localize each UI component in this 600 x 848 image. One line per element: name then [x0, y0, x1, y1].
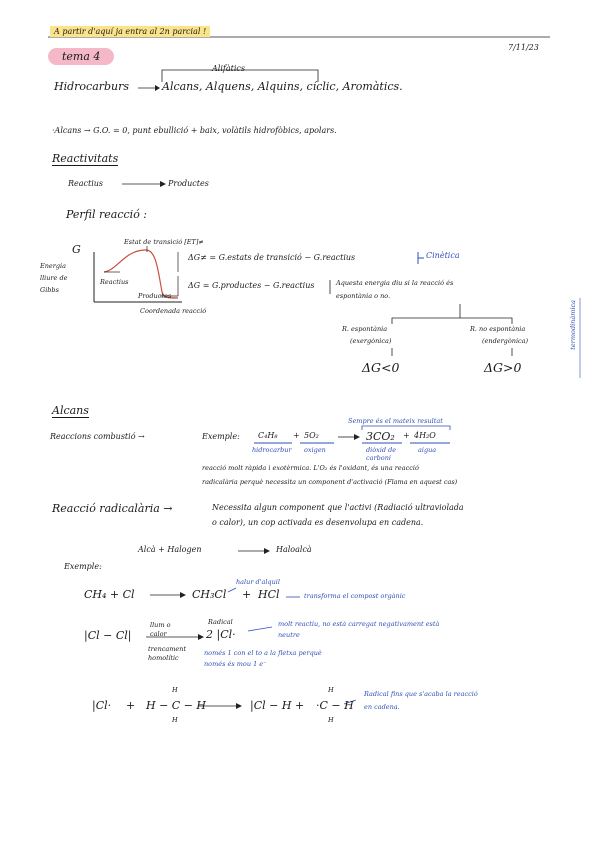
activation-equation: ΔG≠ = G.estats de transició − G.reactius — [188, 253, 356, 262]
reaction-profile-label: Perfil reacció : — [66, 208, 148, 221]
alkyl-halide-note: halur d'alquil — [236, 578, 280, 586]
example2-label: Exemple: — [64, 562, 102, 571]
c4h8-formula: C₄H₈ — [258, 431, 278, 440]
hcl-formula: HCl — [258, 588, 280, 601]
delta-g-equation: ΔG = G.productes − G.reactius — [188, 281, 315, 290]
energy-label-2: lliure de — [40, 274, 68, 282]
plus-sign-1: + — [293, 431, 300, 440]
exergonic-label: (exergònica) — [350, 337, 392, 345]
example-label: Exemple: — [202, 432, 240, 441]
thermo-label: termodinàmica — [569, 300, 577, 350]
cl-radical: |Cl· — [92, 699, 112, 712]
co2-note-2: carboni — [366, 454, 391, 462]
energy-label-3: Gibbs — [40, 286, 59, 294]
final-note-1: Radical fins que s'acaba la reacció — [364, 690, 478, 698]
plus-sign-3: + — [242, 588, 252, 601]
g-axis-label: G — [72, 243, 81, 256]
alkanes-heading: Alcans — [52, 404, 89, 417]
radical-word: Radical — [208, 618, 233, 626]
radical-desc-1: Necessita algun component que l'activi (Radiació ultraviolada — [212, 503, 464, 512]
final-note-2: en cadena. — [364, 703, 400, 711]
radical-c-h-top: H — [328, 686, 334, 694]
delta-g-positive: ΔG>0 — [484, 360, 522, 375]
methane-h-top: H — [172, 686, 178, 694]
arrow-note-2: només és mou 1 e⁻ — [204, 660, 267, 668]
banner-note: A partir d'aquí ja entra al 2n parcial ! — [50, 26, 210, 37]
two-cl-radicals: 2 |Cl· — [206, 628, 236, 641]
delta-g-negative: ΔG<0 — [362, 360, 400, 375]
combustion-label: Reaccions combustió → — [50, 432, 145, 441]
always-same-note: Sempre és el mateix resultat — [348, 417, 443, 425]
plus-sign-4: + — [126, 699, 136, 712]
hydrocarbons-label: Hidrocarburs — [54, 80, 130, 93]
reactants-label: Reactius — [68, 179, 104, 188]
ch3cl-formula: CH₃Cl — [192, 588, 227, 601]
co2-formula: 3CO₂ — [366, 430, 395, 443]
homolytic-2: homolític — [148, 654, 179, 662]
endergonic-label: (endergònica) — [482, 337, 529, 345]
transition-state-label: Estat de transició [ET]≠ — [124, 238, 204, 246]
reactivity-heading: Reactivitats — [52, 152, 119, 165]
kinetic-label: Cinètica — [426, 251, 460, 260]
very-reactive-note-2: neutre — [278, 631, 300, 639]
combustion-desc-2: radicalària perquè necessita un component d'activació (Flama en aquest cas) — [202, 478, 458, 486]
water-note: aigua — [418, 446, 437, 454]
curve-products: Productes — [138, 292, 172, 300]
page-title: tema 4 — [48, 48, 114, 65]
organic-transform-note: transforma el compost orgànic — [304, 592, 406, 600]
methyl-radical: ·C − H — [316, 699, 354, 712]
aliphatics-label: Alifàtics — [212, 64, 245, 73]
energy-label-1: Energia — [40, 262, 66, 270]
oxygen-note: oxigen — [304, 446, 326, 454]
hydrocarbon-types: Alcans, Alquens, Alquins, cíclic, Aromàtics. — [162, 80, 403, 93]
co2-note-1: diòxid de — [366, 446, 397, 454]
cl-cl-molecule: |Cl − Cl| — [84, 629, 132, 642]
hcl-result: |Cl − H + — [250, 699, 305, 712]
date: 7/11/23 — [508, 43, 539, 52]
radical-desc-2: o calor), un cop activada es desenvolupa en cadena. — [212, 518, 424, 527]
combustion-desc-1: reacció molt ràpida i exotèrmica. L'O₂ és l'oxidant, és una reacció — [202, 464, 419, 472]
methane-h-bottom: H — [172, 716, 178, 724]
very-reactive-note-1: molt reactiu, no està carregat negativament està — [278, 620, 440, 628]
products-label: Productes — [168, 179, 209, 188]
spontaneity-note-1: Aquesta energia diu si la reacció és — [336, 279, 454, 287]
non-spontaneous-label: R. no espontània — [470, 325, 526, 333]
radical-c-h-bottom: H — [328, 716, 334, 724]
curve-reactants: Reactius — [100, 278, 129, 286]
light-heat-1: llum o — [150, 621, 171, 629]
haloalkane: Haloalcà — [276, 545, 312, 554]
plus-sign-2: + — [403, 431, 410, 440]
alkanes-description: ·Alcans → G.O. = 0, punt ebullició + baix, volàtils hidrofòbics, apolars. — [52, 126, 337, 135]
x-axis-label: Coordenada reacció — [140, 307, 207, 315]
radical-reaction-label: Reacció radicalària → — [52, 502, 173, 515]
spontaneity-note-2: espontània o no. — [336, 292, 391, 300]
h2o-formula: 4H₂O — [414, 431, 436, 440]
methane-structure: H − C − H — [146, 699, 207, 712]
spontaneous-label: R. espontània — [342, 325, 388, 333]
homolytic-1: trencament — [148, 645, 187, 653]
o2-formula: 5O₂ — [304, 431, 319, 440]
arrow-note-1: només 1 con el to a la fletxa perquè — [204, 649, 322, 657]
light-heat-2: calor — [150, 630, 167, 638]
alkane-halogen: Alcà + Halogen — [138, 545, 202, 554]
hydrocarbon-note: hidrocarbur — [252, 446, 292, 454]
ch4-formula: CH₄ + Cl — [84, 588, 135, 601]
